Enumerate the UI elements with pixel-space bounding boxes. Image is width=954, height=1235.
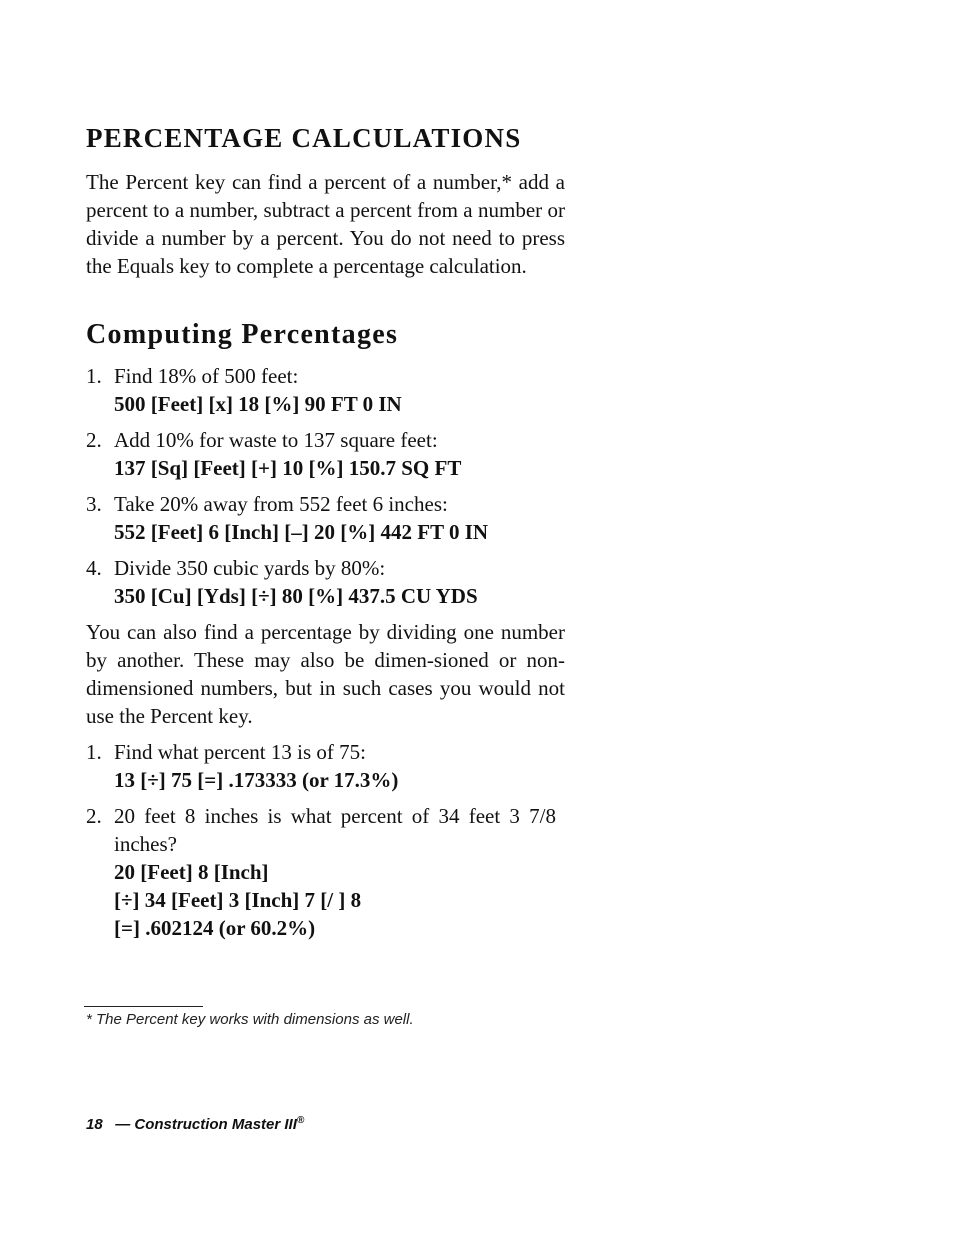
footer-title: — Construction Master III bbox=[115, 1116, 297, 1133]
registered-mark: ® bbox=[296, 1115, 305, 1126]
page-heading: PERCENTAGE CALCULATIONS bbox=[86, 123, 522, 153]
item-number: 2. bbox=[86, 804, 102, 828]
keystroke-sequence: 500 [Feet] [x] 18 [%] 90 FT 0 IN bbox=[114, 392, 402, 416]
middle-paragraph: You can also find a percentage by dividing one number by another. These may also be dimen-sioned or non-dimensioned numbers, but in such cases you would not use the Percent key. bbox=[86, 620, 565, 728]
keystroke-sequence: 350 [Cu] [Yds] [÷] 80 [%] 437.5 CU YDS bbox=[114, 584, 478, 608]
section-heading: Computing Percentages bbox=[86, 319, 399, 350]
list-item bbox=[86, 738, 556, 794]
list-item bbox=[86, 802, 556, 942]
intro-paragraph: The Percent key can find a percent of a number,* add a percent to a number, subtract a percent from a number or divide a number by a percent. You do not need to press the Equals key to complete a percentage calculation. bbox=[86, 170, 565, 278]
keystroke-sequence: 552 [Feet] 6 [Inch] [–] 20 [%] 442 FT 0 IN bbox=[114, 520, 489, 544]
keystroke-line-3: [=] .602124 (or 60.2%) bbox=[114, 916, 316, 940]
item-text: Add 10% for waste to 137 square feet: bbox=[114, 428, 438, 452]
list-item bbox=[86, 362, 556, 418]
item-text: Divide 350 cubic yards by 80%: bbox=[114, 556, 386, 580]
keystroke-sequence: 13 [÷] 75 [=] .173333 (or 17.3%) bbox=[114, 768, 399, 792]
item-text: Find what percent 13 is of 75: bbox=[114, 740, 366, 764]
item-number: 2. bbox=[86, 428, 102, 452]
list-item bbox=[86, 554, 556, 610]
footnote: * The Percent key works with dimensions as well. bbox=[86, 1011, 414, 1028]
keystroke-line-1: 20 [Feet] 8 [Inch] bbox=[114, 860, 269, 884]
keystroke-line-2: [÷] 34 [Feet] 3 [Inch] 7 [/ ] 8 bbox=[114, 888, 362, 912]
item-text: Find 18% of 500 feet: bbox=[114, 364, 299, 388]
item-text: Take 20% away from 552 feet 6 inches: bbox=[114, 492, 448, 516]
page-footer bbox=[86, 1110, 304, 1136]
list-item bbox=[86, 426, 556, 482]
item-number: 1. bbox=[86, 364, 102, 388]
page-number: 18 bbox=[86, 1116, 103, 1133]
item-text: 20 feet 8 inches is what percent of 34 feet 3 7/8 inches? bbox=[114, 804, 556, 856]
item-number: 1. bbox=[86, 740, 102, 764]
footnote-rule bbox=[84, 1006, 203, 1007]
list-item bbox=[86, 490, 556, 546]
item-number: 3. bbox=[86, 492, 102, 516]
keystroke-sequence: 137 [Sq] [Feet] [+] 10 [%] 150.7 SQ FT bbox=[114, 456, 462, 480]
item-number: 4. bbox=[86, 556, 102, 580]
